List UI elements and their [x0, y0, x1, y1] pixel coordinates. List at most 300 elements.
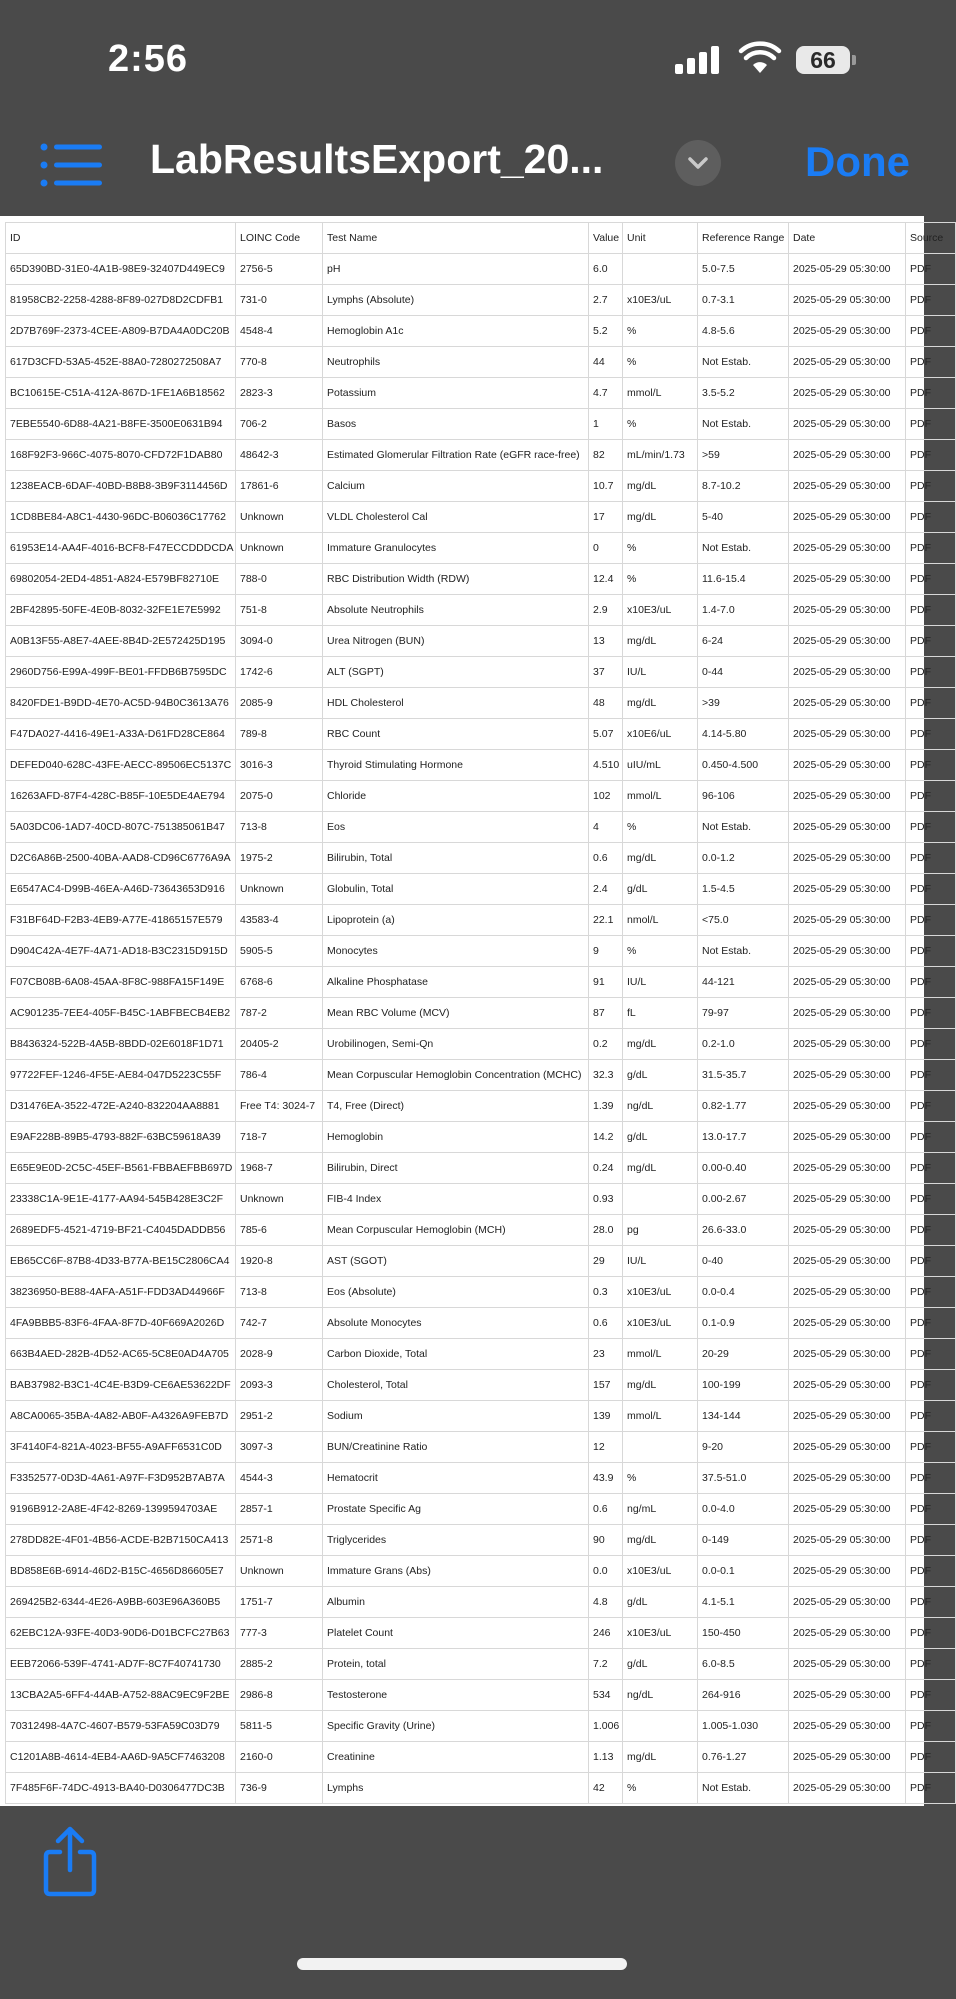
cell-date: 2025-05-29 05:30:00 — [789, 378, 906, 409]
cell-test-name: Urea Nitrogen (BUN) — [323, 626, 589, 657]
cell-date: 2025-05-29 05:30:00 — [789, 564, 906, 595]
cell-source: PDF — [906, 1432, 956, 1463]
cell-date: 2025-05-29 05:30:00 — [789, 905, 906, 936]
cell-date: 2025-05-29 05:30:00 — [789, 1308, 906, 1339]
cell-reference-range: 4.1-5.1 — [698, 1587, 789, 1618]
cell-id: BC10615E-C51A-412A-867D-1FE1A6B18562 — [6, 378, 236, 409]
cell-reference-range: 100-199 — [698, 1370, 789, 1401]
cell-value: 90 — [589, 1525, 623, 1556]
table-row — [6, 378, 956, 409]
cell-source: PDF — [906, 1277, 956, 1308]
table-row — [6, 905, 956, 936]
cell-source: PDF — [906, 409, 956, 440]
column-header-id: ID — [6, 223, 236, 254]
cell-loinc-code: 20405-2 — [236, 1029, 323, 1060]
cell-test-name: Triglycerides — [323, 1525, 589, 1556]
cell-unit — [623, 1184, 698, 1215]
cell-unit: % — [623, 1463, 698, 1494]
cell-loinc-code: Unknown — [236, 502, 323, 533]
cell-loinc-code: 713-8 — [236, 812, 323, 843]
table-row — [6, 750, 956, 781]
cell-loinc-code: Unknown — [236, 1184, 323, 1215]
cell-unit: g/dL — [623, 1587, 698, 1618]
cell-source: PDF — [906, 1308, 956, 1339]
table-row — [6, 1587, 956, 1618]
cell-value: 4.7 — [589, 378, 623, 409]
cell-id: D31476EA-3522-472E-A240-832204AA8881 — [6, 1091, 236, 1122]
cell-id: 65D390BD-31E0-4A1B-98E9-32407D449EC9 — [6, 254, 236, 285]
cell-unit: x10E3/uL — [623, 285, 698, 316]
cell-id: 269425B2-6344-4E26-A9BB-603E96A360B5 — [6, 1587, 236, 1618]
cell-value: 10.7 — [589, 471, 623, 502]
cell-reference-range: <75.0 — [698, 905, 789, 936]
chevron-down-icon — [675, 140, 721, 186]
cell-date: 2025-05-29 05:30:00 — [789, 719, 906, 750]
cell-id: 278DD82E-4F01-4B56-ACDE-B2B7150CA413 — [6, 1525, 236, 1556]
cell-test-name: Specific Gravity (Urine) — [323, 1711, 589, 1742]
cell-id: 168F92F3-966C-4075-8070-CFD72F1DAB80 — [6, 440, 236, 471]
cell-test-name: Alkaline Phosphatase — [323, 967, 589, 998]
cell-test-name: BUN/Creatinine Ratio — [323, 1432, 589, 1463]
cell-source: PDF — [906, 688, 956, 719]
cell-id: B8436324-522B-4A5B-8BDD-02E6018F1D71 — [6, 1029, 236, 1060]
cell-unit: mg/dL — [623, 626, 698, 657]
cell-test-name: FIB-4 Index — [323, 1184, 589, 1215]
cell-test-name: Thyroid Stimulating Hormone — [323, 750, 589, 781]
cell-reference-range: 6.0-8.5 — [698, 1649, 789, 1680]
cell-id: 8420FDE1-B9DD-4E70-AC5D-94B0C3613A76 — [6, 688, 236, 719]
lab-results-table — [5, 222, 956, 1804]
table-row — [6, 1649, 956, 1680]
cell-value: 9 — [589, 936, 623, 967]
cell-value: 1 — [589, 409, 623, 440]
cell-test-name: Estimated Glomerular Filtration Rate (eGFR race-free) — [323, 440, 589, 471]
cell-value: 2.9 — [589, 595, 623, 626]
cell-value: 139 — [589, 1401, 623, 1432]
cell-value: 12.4 — [589, 564, 623, 595]
cell-reference-range: Not Estab. — [698, 347, 789, 378]
table-row — [6, 1432, 956, 1463]
cell-reference-range: 1.4-7.0 — [698, 595, 789, 626]
cell-loinc-code: Unknown — [236, 874, 323, 905]
cell-id: AC901235-7EE4-405F-B45C-1ABFBECB4EB2 — [6, 998, 236, 1029]
table-row — [6, 874, 956, 905]
cell-test-name: Neutrophils — [323, 347, 589, 378]
cell-value: 0 — [589, 533, 623, 564]
cell-id: 9196B912-2A8E-4F42-8269-1399594703AE — [6, 1494, 236, 1525]
cell-id: 1CD8BE84-A8C1-4430-96DC-B06036C17762 — [6, 502, 236, 533]
cell-unit: uIU/mL — [623, 750, 698, 781]
wifi-icon — [740, 44, 780, 74]
cell-source: PDF — [906, 254, 956, 285]
list-icon[interactable] — [40, 142, 104, 188]
header-row — [6, 223, 956, 254]
cell-value: 7.2 — [589, 1649, 623, 1680]
cell-test-name: Hemoglobin A1c — [323, 316, 589, 347]
table-row — [6, 998, 956, 1029]
cell-id: 7F485F6F-74DC-4913-BA40-D0306477DC3B — [6, 1773, 236, 1804]
table-row — [6, 471, 956, 502]
cell-date: 2025-05-29 05:30:00 — [789, 1525, 906, 1556]
table-row — [6, 1742, 956, 1773]
table-row — [6, 285, 956, 316]
cell-date: 2025-05-29 05:30:00 — [789, 1494, 906, 1525]
cell-id: D2C6A86B-2500-40BA-AAD8-CD96C6776A9A — [6, 843, 236, 874]
cell-test-name: T4, Free (Direct) — [323, 1091, 589, 1122]
cell-test-name: HDL Cholesterol — [323, 688, 589, 719]
cell-reference-range: >39 — [698, 688, 789, 719]
cell-loinc-code: 43583-4 — [236, 905, 323, 936]
table-row — [6, 1711, 956, 1742]
table-row — [6, 1339, 956, 1370]
cell-test-name: Mean Corpuscular Hemoglobin Concentration (MCHC) — [323, 1060, 589, 1091]
table-header — [6, 223, 956, 254]
home-indicator[interactable] — [297, 1958, 627, 1970]
cell-value: 0.6 — [589, 1308, 623, 1339]
cell-value: 0.2 — [589, 1029, 623, 1060]
cell-id: 38236950-BE88-4AFA-A51F-FDD3AD44966F — [6, 1277, 236, 1308]
cell-loinc-code: 788-0 — [236, 564, 323, 595]
cell-test-name: Eos — [323, 812, 589, 843]
cell-test-name: Globulin, Total — [323, 874, 589, 905]
cell-unit: mg/dL — [623, 1153, 698, 1184]
cell-source: PDF — [906, 595, 956, 626]
cell-reference-range: 0.2-1.0 — [698, 1029, 789, 1060]
cell-value: 44 — [589, 347, 623, 378]
cell-loinc-code: 2823-3 — [236, 378, 323, 409]
table-row — [6, 1215, 956, 1246]
cell-source: PDF — [906, 657, 956, 688]
cell-source: PDF — [906, 285, 956, 316]
cell-loinc-code: 718-7 — [236, 1122, 323, 1153]
cell-reference-range: 0-44 — [698, 657, 789, 688]
cell-test-name: Urobilinogen, Semi-Qn — [323, 1029, 589, 1060]
cell-loinc-code: 3016-3 — [236, 750, 323, 781]
cell-date: 2025-05-29 05:30:00 — [789, 409, 906, 440]
cell-loinc-code: 2085-9 — [236, 688, 323, 719]
cell-unit: pg — [623, 1215, 698, 1246]
cell-reference-range: 0.7-3.1 — [698, 285, 789, 316]
table-row — [6, 1370, 956, 1401]
cell-value: 13 — [589, 626, 623, 657]
cell-value: 1.39 — [589, 1091, 623, 1122]
cell-date: 2025-05-29 05:30:00 — [789, 1649, 906, 1680]
cell-date: 2025-05-29 05:30:00 — [789, 1153, 906, 1184]
cell-date: 2025-05-29 05:30:00 — [789, 1773, 906, 1804]
cell-value: 4 — [589, 812, 623, 843]
cell-test-name: Immature Granulocytes — [323, 533, 589, 564]
cell-value: 157 — [589, 1370, 623, 1401]
cell-loinc-code: 1742-6 — [236, 657, 323, 688]
cell-unit: mg/dL — [623, 471, 698, 502]
cell-value: 0.24 — [589, 1153, 623, 1184]
cell-reference-range: 264-916 — [698, 1680, 789, 1711]
table-row — [6, 1091, 956, 1122]
cell-value: 0.6 — [589, 1494, 623, 1525]
cell-date: 2025-05-29 05:30:00 — [789, 1463, 906, 1494]
cell-reference-range: 1.5-4.5 — [698, 874, 789, 905]
cell-test-name: Bilirubin, Direct — [323, 1153, 589, 1184]
cell-unit: IU/L — [623, 657, 698, 688]
cell-value: 28.0 — [589, 1215, 623, 1246]
table-row — [6, 1122, 956, 1153]
share-icon[interactable] — [40, 1826, 100, 1898]
cell-test-name: Cholesterol, Total — [323, 1370, 589, 1401]
cell-id: 2D7B769F-2373-4CEE-A809-B7DA4A0DC20B — [6, 316, 236, 347]
cell-date: 2025-05-29 05:30:00 — [789, 688, 906, 719]
cell-date: 2025-05-29 05:30:00 — [789, 1401, 906, 1432]
cell-date: 2025-05-29 05:30:00 — [789, 812, 906, 843]
cell-value: 0.0 — [589, 1556, 623, 1587]
cell-unit: x10E6/uL — [623, 719, 698, 750]
cell-test-name: Potassium — [323, 378, 589, 409]
cell-test-name: Eos (Absolute) — [323, 1277, 589, 1308]
cell-loinc-code: 736-9 — [236, 1773, 323, 1804]
table-row — [6, 316, 956, 347]
cell-test-name: Bilirubin, Total — [323, 843, 589, 874]
cell-source: PDF — [906, 378, 956, 409]
cell-loinc-code: 2857-1 — [236, 1494, 323, 1525]
cell-unit: g/dL — [623, 1122, 698, 1153]
done-button[interactable]: Done — [760, 138, 910, 186]
cell-test-name: VLDL Cholesterol Cal — [323, 502, 589, 533]
cell-id: 61953E14-AA4F-4016-BCF8-F47ECCDDDCDA — [6, 533, 236, 564]
cell-test-name: Absolute Monocytes — [323, 1308, 589, 1339]
cell-loinc-code: Free T4: 3024-7 — [236, 1091, 323, 1122]
cell-value: 82 — [589, 440, 623, 471]
cell-unit — [623, 254, 698, 285]
cell-source: PDF — [906, 1122, 956, 1153]
cell-source: PDF — [906, 1029, 956, 1060]
cell-reference-range: Not Estab. — [698, 409, 789, 440]
cell-loinc-code: 731-0 — [236, 285, 323, 316]
cell-unit: IU/L — [623, 1246, 698, 1277]
cell-reference-range: 0-40 — [698, 1246, 789, 1277]
cell-source: PDF — [906, 1773, 956, 1804]
table-row — [6, 1773, 956, 1804]
cell-source: PDF — [906, 502, 956, 533]
cell-loinc-code: Unknown — [236, 533, 323, 564]
cell-id: F07CB08B-6A08-45AA-8F8C-988FA15F149E — [6, 967, 236, 998]
cell-test-name: Testosterone — [323, 1680, 589, 1711]
cell-test-name: Platelet Count — [323, 1618, 589, 1649]
cell-loinc-code: 4544-3 — [236, 1463, 323, 1494]
cell-date: 2025-05-29 05:30:00 — [789, 1556, 906, 1587]
table-body — [6, 254, 956, 1804]
cell-test-name: AST (SGOT) — [323, 1246, 589, 1277]
cell-test-name: Basos — [323, 409, 589, 440]
cell-date: 2025-05-29 05:30:00 — [789, 998, 906, 1029]
cell-date: 2025-05-29 05:30:00 — [789, 1246, 906, 1277]
cell-unit: x10E3/uL — [623, 1556, 698, 1587]
cell-test-name: RBC Distribution Width (RDW) — [323, 564, 589, 595]
cell-unit: nmol/L — [623, 905, 698, 936]
table-row — [6, 1184, 956, 1215]
cell-date: 2025-05-29 05:30:00 — [789, 843, 906, 874]
cell-id: 13CBA2A5-6FF4-44AB-A752-88AC9EC9F2BE — [6, 1680, 236, 1711]
cell-source: PDF — [906, 812, 956, 843]
cell-value: 91 — [589, 967, 623, 998]
cell-value: 5.2 — [589, 316, 623, 347]
cell-value: 87 — [589, 998, 623, 1029]
cell-id: 81958CB2-2258-4288-8F89-027D8D2CDFB1 — [6, 285, 236, 316]
cell-date: 2025-05-29 05:30:00 — [789, 440, 906, 471]
cell-source: PDF — [906, 936, 956, 967]
cell-reference-range: 4.8-5.6 — [698, 316, 789, 347]
cell-test-name: Chloride — [323, 781, 589, 812]
cell-source: PDF — [906, 1587, 956, 1618]
cell-reference-range: 26.6-33.0 — [698, 1215, 789, 1246]
cell-source: PDF — [906, 905, 956, 936]
cell-test-name: ALT (SGPT) — [323, 657, 589, 688]
cell-source: PDF — [906, 1339, 956, 1370]
cell-reference-range: Not Estab. — [698, 1773, 789, 1804]
cell-date: 2025-05-29 05:30:00 — [789, 533, 906, 564]
cell-source: PDF — [906, 1401, 956, 1432]
cell-loinc-code: 2075-0 — [236, 781, 323, 812]
clock: 2:56 — [108, 38, 189, 80]
cell-source: PDF — [906, 1091, 956, 1122]
cell-loinc-code: 48642-3 — [236, 440, 323, 471]
cell-test-name: Prostate Specific Ag — [323, 1494, 589, 1525]
cell-date: 2025-05-29 05:30:00 — [789, 1277, 906, 1308]
cell-unit: x10E3/uL — [623, 595, 698, 626]
cell-loinc-code: 789-8 — [236, 719, 323, 750]
cell-source: PDF — [906, 750, 956, 781]
cell-test-name: Monocytes — [323, 936, 589, 967]
cell-loinc-code: 786-4 — [236, 1060, 323, 1091]
cell-date: 2025-05-29 05:30:00 — [789, 1339, 906, 1370]
cell-reference-range: 8.7-10.2 — [698, 471, 789, 502]
cell-reference-range: 0.00-0.40 — [698, 1153, 789, 1184]
cell-reference-range: 0.450-4.500 — [698, 750, 789, 781]
cell-source: PDF — [906, 1060, 956, 1091]
column-header-test-name: Test Name — [323, 223, 589, 254]
table-row — [6, 657, 956, 688]
column-header-value: Value — [589, 223, 623, 254]
cell-loinc-code: 3097-3 — [236, 1432, 323, 1463]
cell-loinc-code: 1751-7 — [236, 1587, 323, 1618]
cell-unit: ng/dL — [623, 1680, 698, 1711]
cell-unit: mmol/L — [623, 1401, 698, 1432]
cell-loinc-code: 17861-6 — [236, 471, 323, 502]
table-row — [6, 409, 956, 440]
cell-unit: mg/dL — [623, 1029, 698, 1060]
cell-date: 2025-05-29 05:30:00 — [789, 1029, 906, 1060]
cell-id: 97722FEF-1246-4F5E-AE84-047D5223C55F — [6, 1060, 236, 1091]
cell-reference-range: 6-24 — [698, 626, 789, 657]
cell-id: 70312498-4A7C-4607-B579-53FA59C03D79 — [6, 1711, 236, 1742]
cell-unit: % — [623, 347, 698, 378]
cell-unit: x10E3/uL — [623, 1308, 698, 1339]
cell-id: BD858E6B-6914-46D2-B15C-4656D86605E7 — [6, 1556, 236, 1587]
table-row — [6, 1153, 956, 1184]
cell-date: 2025-05-29 05:30:00 — [789, 316, 906, 347]
cell-unit: g/dL — [623, 1649, 698, 1680]
cell-test-name: RBC Count — [323, 719, 589, 750]
cell-reference-range: >59 — [698, 440, 789, 471]
cell-source: PDF — [906, 1742, 956, 1773]
cell-loinc-code: 5811-5 — [236, 1711, 323, 1742]
cell-value: 102 — [589, 781, 623, 812]
cell-date: 2025-05-29 05:30:00 — [789, 936, 906, 967]
cell-source: PDF — [906, 1370, 956, 1401]
cell-source: PDF — [906, 874, 956, 905]
cell-unit: mg/dL — [623, 843, 698, 874]
cell-date: 2025-05-29 05:30:00 — [789, 347, 906, 378]
cell-loinc-code: 777-3 — [236, 1618, 323, 1649]
cell-reference-range: 150-450 — [698, 1618, 789, 1649]
cell-unit — [623, 1711, 698, 1742]
cell-value: 0.93 — [589, 1184, 623, 1215]
cell-value: 5.07 — [589, 719, 623, 750]
cell-loinc-code: 2756-5 — [236, 254, 323, 285]
document-title: LabResultsExport_20... — [150, 136, 604, 182]
cell-value: 43.9 — [589, 1463, 623, 1494]
table-row — [6, 967, 956, 998]
cell-test-name: Immature Grans (Abs) — [323, 1556, 589, 1587]
table-row — [6, 843, 956, 874]
table-row — [6, 781, 956, 812]
cell-reference-range: 4.14-5.80 — [698, 719, 789, 750]
battery-level: 66 — [796, 46, 850, 74]
cell-unit: mmol/L — [623, 1339, 698, 1370]
bottom-toolbar — [0, 1806, 924, 1999]
cell-date: 2025-05-29 05:30:00 — [789, 1060, 906, 1091]
cell-source: PDF — [906, 1215, 956, 1246]
cell-unit: % — [623, 533, 698, 564]
cell-id: E6547AC4-D99B-46EA-A46D-73643653D916 — [6, 874, 236, 905]
cell-source: PDF — [906, 471, 956, 502]
cell-value: 2.7 — [589, 285, 623, 316]
table-row — [6, 719, 956, 750]
cell-unit: mg/dL — [623, 688, 698, 719]
cell-date: 2025-05-29 05:30:00 — [789, 1184, 906, 1215]
cell-date: 2025-05-29 05:30:00 — [789, 254, 906, 285]
cell-test-name: Hematocrit — [323, 1463, 589, 1494]
cell-loinc-code: 751-8 — [236, 595, 323, 626]
cell-unit: mL/min/1.73 — [623, 440, 698, 471]
cell-value: 17 — [589, 502, 623, 533]
table-row — [6, 595, 956, 626]
cell-value: 534 — [589, 1680, 623, 1711]
cell-id: 62EBC12A-93FE-40D3-90D6-D01BCFC27B63 — [6, 1618, 236, 1649]
cell-value: 4.8 — [589, 1587, 623, 1618]
cell-unit: fL — [623, 998, 698, 1029]
cell-loinc-code: 770-8 — [236, 347, 323, 378]
cell-loinc-code: 706-2 — [236, 409, 323, 440]
status-bar — [0, 0, 924, 120]
cell-date: 2025-05-29 05:30:00 — [789, 657, 906, 688]
cell-source: PDF — [906, 1680, 956, 1711]
cell-id: 16263AFD-87F4-428C-B85F-10E5DE4AE794 — [6, 781, 236, 812]
cell-value: 12 — [589, 1432, 623, 1463]
cell-value: 32.3 — [589, 1060, 623, 1091]
cell-test-name: Protein, total — [323, 1649, 589, 1680]
cell-source: PDF — [906, 626, 956, 657]
cell-date: 2025-05-29 05:30:00 — [789, 1742, 906, 1773]
cell-loinc-code: 713-8 — [236, 1277, 323, 1308]
table-row — [6, 1246, 956, 1277]
table-row — [6, 347, 956, 378]
cell-reference-range: 31.5-35.7 — [698, 1060, 789, 1091]
title-menu-button[interactable] — [675, 140, 721, 186]
table-row — [6, 502, 956, 533]
cell-value: 6.0 — [589, 254, 623, 285]
cell-reference-range: 1.005-1.030 — [698, 1711, 789, 1742]
document-viewport[interactable] — [0, 216, 944, 1806]
cell-source: PDF — [906, 967, 956, 998]
